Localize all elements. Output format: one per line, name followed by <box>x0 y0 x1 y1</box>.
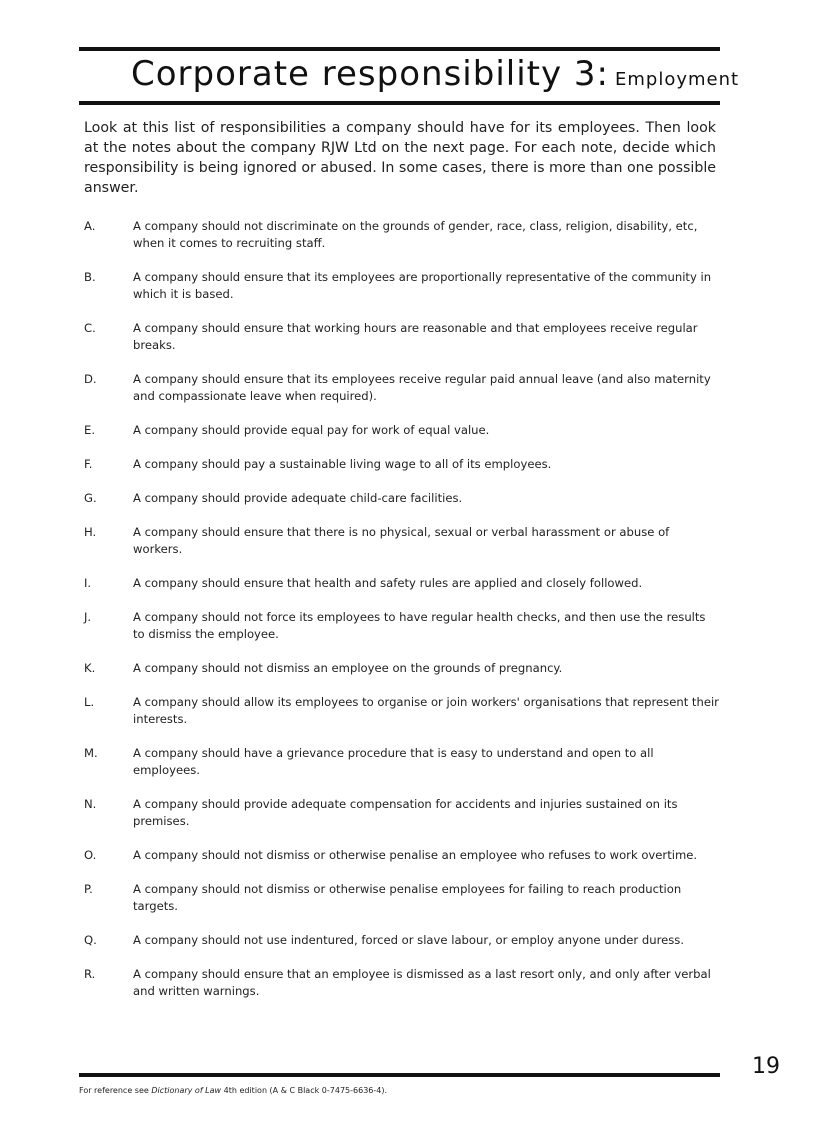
item-text: A company should have a grievance procedure that is easy to understand and open to all employees. <box>133 746 654 777</box>
item-text: A company should ensure that there is no physical, sexual or verbal harassment or abuse of workers. <box>133 525 670 556</box>
item-letter: P. <box>84 882 93 896</box>
item-text: A company should not use indentured, forced or slave labour, or employ anyone under duress. <box>133 933 685 947</box>
list-item <box>84 218 720 252</box>
list-item <box>84 371 720 405</box>
list-item <box>84 796 720 830</box>
footer-prefix: For reference see <box>79 1086 152 1095</box>
item-text: A company should ensure that an employee is dismissed as a last resort only, and only after verbal and written warnings. <box>133 967 711 998</box>
list-item <box>84 320 720 354</box>
list-item <box>84 660 720 677</box>
item-letter: J. <box>84 610 92 624</box>
item-letter: D. <box>84 372 97 386</box>
item-letter: F. <box>84 457 93 471</box>
title-main: Corporate responsibility 3: <box>131 54 609 94</box>
item-letter: R. <box>84 967 96 981</box>
item-letter: G. <box>84 491 97 505</box>
list-item <box>84 422 720 439</box>
title-subtitle: Employment <box>615 69 740 90</box>
list-item <box>84 847 720 864</box>
list-item <box>84 456 720 473</box>
item-text: A company should ensure that its employees are proportionally representative of the community in which it is based. <box>133 270 712 301</box>
page-number: 19 <box>752 1054 780 1079</box>
responsibility-list <box>84 218 720 1017</box>
footer-reference <box>79 1086 387 1095</box>
item-text: A company should pay a sustainable living wage to all of its employees. <box>133 457 552 471</box>
intro-paragraph: Look at this list of responsibilities a company should have for its employees. Then look at the notes about the company RJW Ltd on the next page. For each note, decide which responsibility is being ignored or abused. In some cases, there is more than one possible answer. <box>84 120 716 196</box>
item-letter: Q. <box>84 933 97 947</box>
item-letter: M. <box>84 746 98 760</box>
item-text: A company should ensure that health and safety rules are applied and closely followed. <box>133 576 643 590</box>
list-item <box>84 932 720 949</box>
item-text: A company should allow its employees to organise or join workers' organisations that represent their interests. <box>133 695 719 726</box>
item-letter: A. <box>84 219 96 233</box>
footer-book-title: Dictionary of Law <box>151 1086 222 1095</box>
item-text: A company should not dismiss or otherwise penalise employees for failing to reach production targets. <box>133 882 682 913</box>
page-title <box>131 54 740 100</box>
item-text: A company should not dismiss or otherwise penalise an employee who refuses to work overtime. <box>133 848 698 862</box>
top-rule <box>79 47 720 51</box>
item-letter: H. <box>84 525 97 539</box>
list-item <box>84 575 720 592</box>
list-item <box>84 745 720 779</box>
list-item <box>84 269 720 303</box>
item-text: A company should provide adequate child-care facilities. <box>133 491 463 505</box>
item-letter: C. <box>84 321 96 335</box>
footer-rule <box>79 1073 720 1077</box>
item-letter: I. <box>84 576 92 590</box>
list-item <box>84 694 720 728</box>
item-text: A company should provide equal pay for work of equal value. <box>133 423 490 437</box>
item-letter: B. <box>84 270 96 284</box>
item-text: A company should ensure that its employees receive regular paid annual leave (and also maternity and compassionate leave when required). <box>133 372 711 403</box>
item-letter: O. <box>84 848 97 862</box>
item-text: A company should not force its employees to have regular health checks, and then use the results to dismiss the employee. <box>133 610 706 641</box>
list-item <box>84 490 720 507</box>
list-item <box>84 881 720 915</box>
item-letter: N. <box>84 797 97 811</box>
list-item <box>84 524 720 558</box>
title-underline-rule <box>79 101 720 105</box>
item-text: A company should ensure that working hours are reasonable and that employees receive regular breaks. <box>133 321 698 352</box>
item-text: A company should not discriminate on the grounds of gender, race, class, religion, disability, etc, when it comes to recruiting staff. <box>133 219 698 250</box>
item-letter: L. <box>84 695 95 709</box>
item-letter: K. <box>84 661 96 675</box>
item-text: A company should provide adequate compensation for accidents and injuries sustained on its premises. <box>133 797 678 828</box>
item-letter: E. <box>84 423 96 437</box>
footer-suffix: 4th edition (A & C Black 0-7475-6636-4). <box>221 1086 388 1095</box>
list-item <box>84 966 720 1000</box>
list-item <box>84 609 720 643</box>
item-text: A company should not dismiss an employee on the grounds of pregnancy. <box>133 661 563 675</box>
